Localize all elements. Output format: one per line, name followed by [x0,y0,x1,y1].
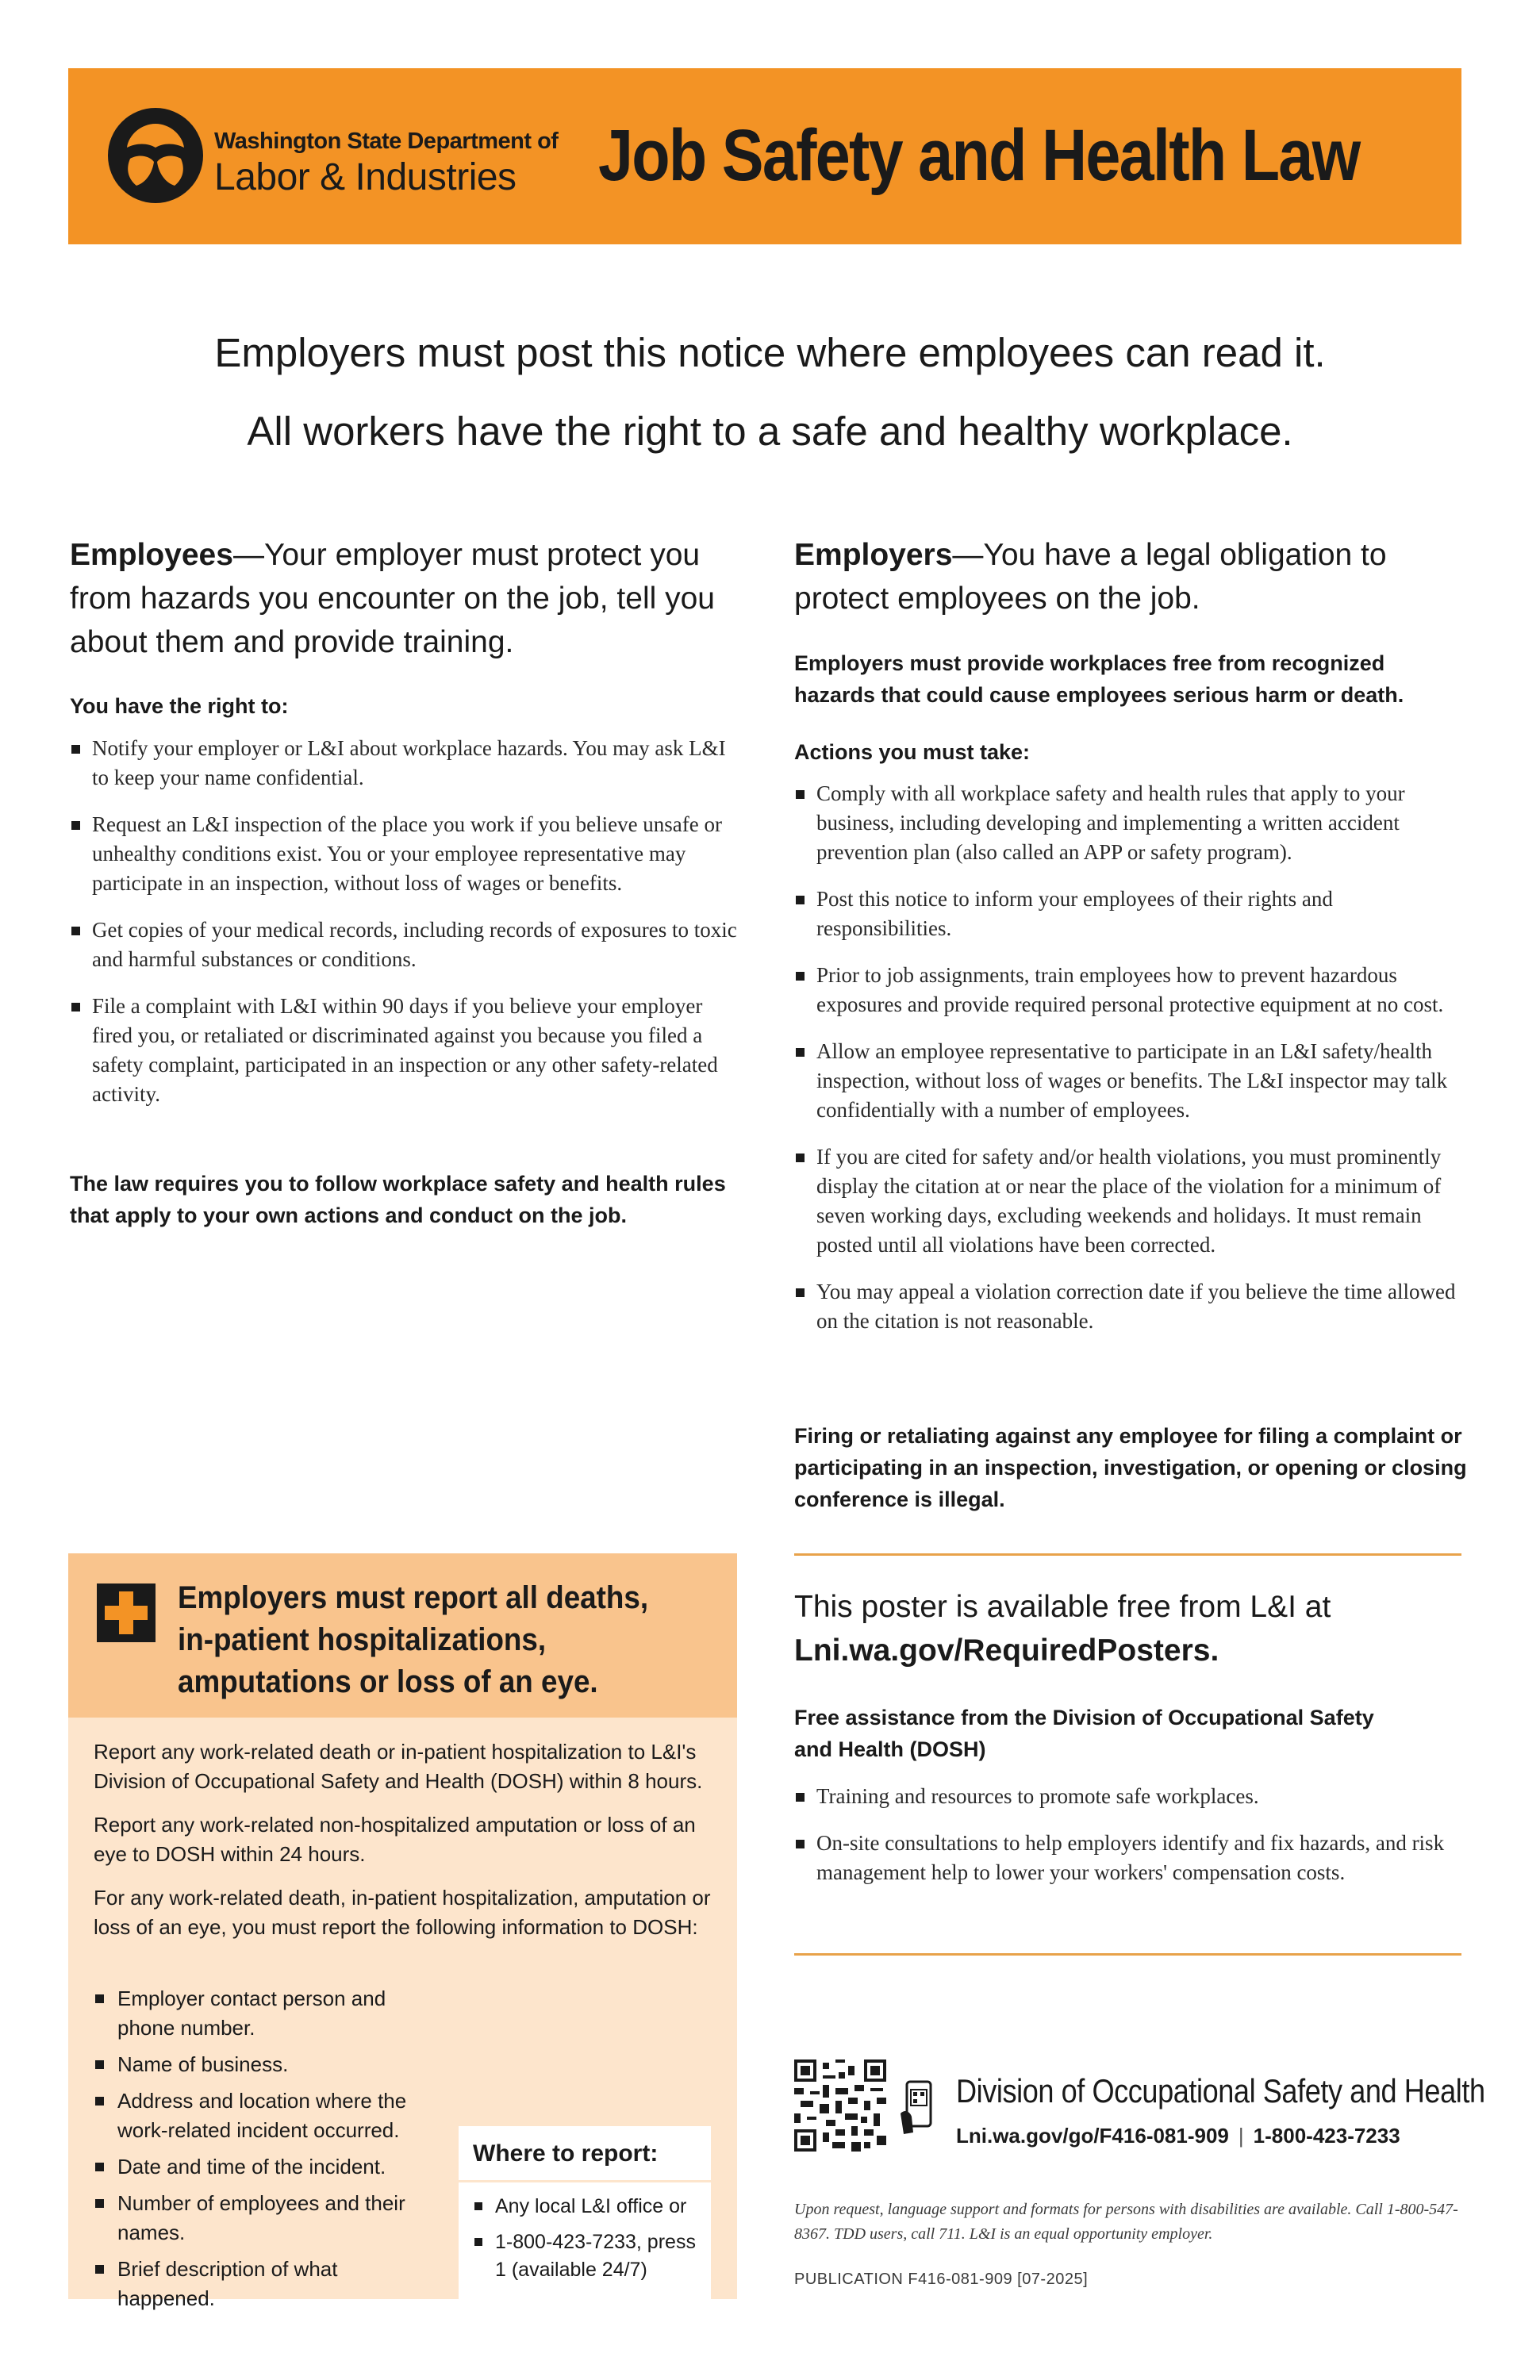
employees-lead-bold: Employees [70,538,233,572]
bullet-icon [796,1288,805,1297]
list-item [94,2189,435,2248]
employees-lead [70,533,744,664]
bullet-icon [95,1994,104,2003]
reporting-title: Employers must report all deaths, in-patient hospitalizations, amputations or loss of an eye. [178,1580,649,1699]
bullet-icon [71,927,80,935]
list-item [794,1037,1469,1125]
bullet-icon [796,790,805,799]
dosh-name: Division of Occupational Safety and Health [956,2072,1485,2109]
bullet-icon [71,1003,80,1012]
reporting-box [68,1553,737,2310]
divider [459,2180,711,2182]
list-item-text: Notify your employer or L&I about workplace hazards. You may ask L&I to keep your name confidential. [92,736,726,789]
divider [794,1953,1461,1956]
list-item-text: Get copies of your medical records, including records of exposures to toxic and harmful substances or conditions. [92,918,737,971]
dosh-phone[interactable]: 1-800-423-7233 [1253,2124,1400,2148]
list-item-text: You may appeal a violation correction date if you believe the time allowed on the citation is not reasonable. [816,1280,1456,1333]
bullet-icon [95,2097,104,2106]
assistance-heading: Free assistance from the Division of Occupational Safety and Health (DOSH) [794,1706,1374,1761]
list-item-text: Name of business. [117,2052,289,2076]
bullet-icon [474,2238,482,2246]
bullet-icon [796,1793,805,1802]
qr-code-icon[interactable] [794,2059,886,2152]
reporting-info-list [94,1984,435,2320]
employers-lead [794,533,1469,620]
list-item-text: Brief description of what happened. [117,2257,338,2310]
employers-firing-note: Firing or retaliating against any employee for filing a complaint or participating in an inspection, investigation, or opening or closing conference is illegal. [794,1424,1467,1511]
reporting-paragraph: For any work-related death, in-patient hospitalization, amputation or loss of an eye, you must report the following information to DOSH: [94,1886,711,1939]
bullet-icon [474,2202,482,2210]
list-item [70,992,744,1109]
employees-rights-list [70,734,744,1127]
list-item-text: Training and resources to promote safe workplaces. [816,1784,1259,1808]
list-item-text: Address and location where the work-related incident occurred. [117,2089,407,2142]
where-to-report-box [459,2126,711,2299]
bullet-icon [796,972,805,981]
list-item-text: 1-800-423-7233, press 1 (available 24/7) [495,2231,696,2281]
list-item-text: Any local L&I office or [495,2195,687,2217]
agency-name-line2: Labor & Industries [214,156,517,198]
list-item [70,810,744,898]
cross-icon [97,1583,156,1642]
list-item-text: Number of employees and their names. [117,2191,405,2244]
list-item [794,961,1469,1019]
list-item [94,2255,435,2313]
bullet-icon [796,1048,805,1057]
agency-name-line1: Washington State Department of [214,129,559,154]
publication-number: PUBLICATION F416-081-909 [07-2025] [794,2271,1089,2288]
employees-lead-text: —Your employer must protect you from hazards you encounter on the job, tell you about them and provide training. [70,538,715,659]
bullet-icon [71,821,80,830]
list-item [70,734,744,793]
list-item [94,2152,435,2182]
accessibility-footnote: Upon request, language support and formats for persons with disabilities are available. Call 1-800-547-8367. TDD users, call 711. L&I is an equal opportunity employer. [794,2201,1458,2243]
list-item-text: Date and time of the incident. [117,2155,386,2178]
list-item [794,1829,1461,1887]
separator: | [1238,2124,1244,2148]
employers-actions-heading: Actions you must take: [794,740,1031,764]
bullet-icon [95,2060,104,2069]
dosh-contact [956,2124,1400,2148]
list-item [794,1142,1469,1260]
list-item-text: Employer contact person and phone number. [117,1987,386,2040]
reporting-paragraph: Report any work-related death or in-patient hospitalization to L&I's Division of Occupational Safety and Health (DOSH) within 8 hours. [94,1740,703,1793]
list-item-text: Request an L&I inspection of the place you work if you believe unsafe or unhealthy conditions exist. You or your employee representative may participate in an inspection, without loss of wages or benefits. [92,812,723,895]
divider [794,1553,1461,1556]
list-item [794,779,1469,867]
intro-right-statement: All workers have the right to a safe and healthy workplace. [247,409,1293,454]
reporting-paragraph: Report any work-related non-hospitalized amputation or loss of an eye to DOSH within 24 hours. [94,1813,696,1866]
list-item [70,916,744,974]
list-item [94,1984,435,2043]
bullet-icon [796,1840,805,1848]
employers-free-note: Employers must provide workplaces free from recognized hazards that could cause employees serious harm or death. [794,651,1404,707]
reporting-box-header [68,1553,737,1718]
header-banner [68,68,1461,244]
list-item [473,2228,703,2284]
list-item [94,2050,435,2079]
employers-actions-list [794,779,1469,1353]
list-item [794,1277,1469,1336]
assistance-list [794,1782,1461,1905]
phone-scan-icon [899,2079,939,2136]
bullet-icon [95,2163,104,2171]
list-item [473,2193,703,2221]
where-to-report-list [473,2193,703,2292]
employers-lead-bold: Employers [794,538,953,572]
employers-lead-text: —You have a legal obligation to protect employees on the job. [794,538,1387,616]
list-item [794,1782,1461,1811]
list-item-text: Prior to job assignments, train employees how to prevent hazardous exposures and provide required personal protective equipment at no cost. [816,963,1444,1016]
bullet-icon [71,745,80,754]
list-item-text: Allow an employee representative to participate in an L&I safety/health inspection, without loss of wages or benefits. The L&I inspector may talk confidentially with a number of employees. [816,1039,1448,1122]
list-item [94,2086,435,2145]
dosh-url-link[interactable]: Lni.wa.gov/go/F416-081-909 [956,2124,1229,2148]
bullet-icon [95,2265,104,2274]
availability-text: This poster is available free from L&I at [794,1590,1331,1624]
list-item-text: Post this notice to inform your employees of their rights and responsibilities. [816,887,1333,940]
bullet-icon [796,896,805,904]
poster-title: Job Safety and Health Law [598,115,1360,196]
bullet-icon [796,1154,805,1162]
required-posters-link[interactable]: Lni.wa.gov/RequiredPosters. [794,1633,1219,1668]
where-to-report-title: Where to report: [473,2140,659,2167]
list-item-text: Comply with all workplace safety and health rules that apply to your business, including developing and implementing a written accident prevention plan (also called an APP or safety program). [816,781,1405,864]
list-item [794,885,1469,943]
list-item-text: File a complaint with L&I within 90 days if you believe your employer fired you, or retaliated or discriminated against you because you filed a safety complaint, participated in an inspection or any other safety-related activity. [92,994,718,1106]
list-item-text: On-site consultations to help employers identify and fix hazards, and risk management help to lower your workers' compensation costs. [816,1831,1445,1884]
employees-law-note: The law requires you to follow workplace safety and health rules that apply to your own actions and conduct on the job. [70,1172,726,1227]
list-item-text: If you are cited for safety and/or health violations, you must prominently display the citation at or near the place of the violation for a minimum of seven working days, excluding weekends and holidays. It must remain posted until all violations have been corrected. [816,1145,1442,1257]
intro-post-notice: Employers must post this notice where employees can read it. [214,330,1326,375]
bullet-icon [95,2199,104,2208]
lni-logo-icon [106,106,205,205]
employees-rights-heading: You have the right to: [70,694,289,718]
